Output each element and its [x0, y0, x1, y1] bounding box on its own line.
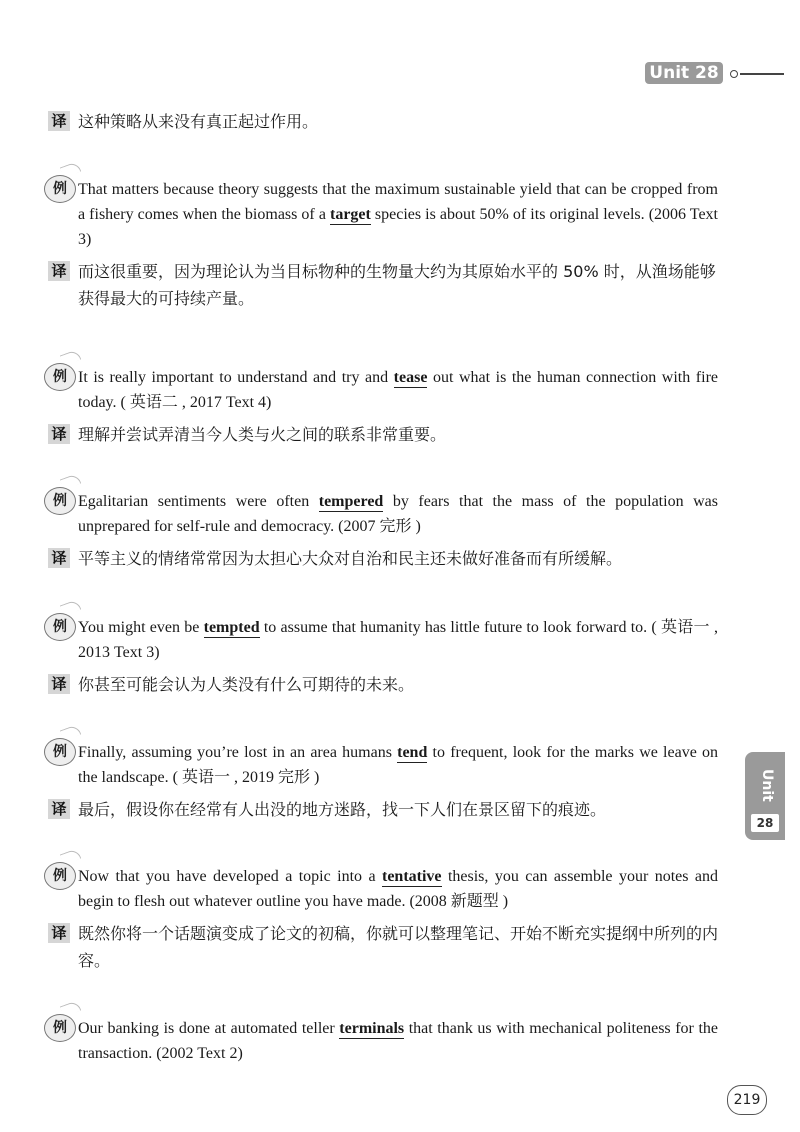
translation-text: 理解并尝试弄清当今人类与火之间的联系非常重要。 — [78, 425, 447, 444]
translation-row — [38, 258, 718, 312]
translation-badge: 译 — [48, 424, 70, 444]
example-sentence: That matters because theory suggests that the maximum sustainable yield that can be cropped from a fishery comes when the biomass of a target species is about 50% of its original levels. (2006 Text 3) — [78, 181, 718, 248]
header-line-dot — [730, 70, 738, 78]
example-row — [38, 365, 718, 415]
example-badge: 例 — [44, 175, 76, 203]
entry-6 — [38, 864, 718, 974]
entry-1 — [38, 177, 718, 312]
translation-row — [38, 920, 718, 974]
side-tab-number: 28 — [751, 814, 779, 832]
keyword: tentative — [381, 868, 442, 885]
translation-text: 平等主义的情绪常常因为太担心大众对自治和民主还未做好准备而有所缓解。 — [78, 549, 623, 568]
side-unit-tab — [745, 752, 785, 840]
example-row — [38, 864, 718, 914]
side-tab-word: Unit — [759, 768, 775, 802]
translation-text: 你甚至可能会认为人类没有什么可期待的未来。 — [78, 675, 415, 694]
translation-text: 最后，假设你在经常有人出没的地方迷路，找一下人们在景区留下的痕迹。 — [78, 800, 607, 819]
translation-badge: 译 — [48, 548, 70, 568]
header-line — [740, 73, 784, 75]
example-badge: 例 — [44, 363, 76, 391]
example-sentence: You might even be tempted to assume that humanity has little future to look forward to. ( 英语一 , 2013 Text 3) — [78, 619, 718, 661]
example-row — [38, 489, 718, 539]
example-sentence: It is really important to understand and try and tease out what is the human connection with fire today. ( 英语二 , 2017 Text 4) — [78, 369, 719, 411]
example-row — [38, 177, 718, 252]
keyword: tempered — [318, 493, 384, 510]
keyword: tease — [393, 369, 428, 386]
keyword: tend — [397, 744, 428, 761]
translation-badge: 译 — [48, 111, 70, 131]
example-row — [38, 1016, 718, 1066]
example-sentence: Egalitarian sentiments were often tempered by fears that the mass of the population was unprepared for self-rule and democracy. (2007 完形 ) — [78, 493, 718, 535]
translation-badge: 译 — [48, 674, 70, 694]
example-sentence: Finally, assuming you’re lost in an area humans tend to frequent, look for the marks we leave on the landscape. ( 英语一 , 2019 完形 ) — [78, 744, 719, 786]
keyword: tempted — [203, 619, 260, 636]
translation-text: 既然你将一个话题演变成了论文的初稿，你就可以整理笔记、开始不断充实提纲中所列的内容。 — [78, 924, 719, 970]
entry-7 — [38, 1016, 718, 1066]
entry-2 — [38, 365, 718, 448]
translation-row — [38, 421, 718, 448]
page-number: 219 — [727, 1085, 767, 1115]
example-row — [38, 615, 718, 665]
translation-row — [38, 108, 718, 135]
entry-4 — [38, 615, 718, 698]
translation-badge: 译 — [48, 799, 70, 819]
unit-tag: Unit 28 — [645, 62, 723, 84]
entry-0 — [38, 108, 718, 135]
translation-row — [38, 796, 718, 823]
example-badge: 例 — [44, 738, 76, 766]
translation-badge: 译 — [48, 923, 70, 943]
translation-badge: 译 — [48, 261, 70, 281]
translation-row — [38, 545, 718, 572]
entry-5 — [38, 740, 718, 823]
example-sentence: Our banking is done at automated teller terminals that thank us with mechanical politeness for the transaction. (2002 Text 2) — [78, 1020, 718, 1062]
keyword: terminals — [339, 1020, 405, 1037]
keyword: target — [329, 206, 371, 223]
example-badge: 例 — [44, 487, 76, 515]
example-sentence: Now that you have developed a topic into a tentative thesis, you can assemble your notes and begin to flesh out whatever outline you have made. (2008 新题型 ) — [78, 868, 719, 910]
example-badge: 例 — [44, 1014, 76, 1042]
example-badge: 例 — [44, 613, 76, 641]
translation-text: 而这很重要，因为理论认为当目标物种的生物量大约为其原始水平的 50% 时，从渔场能够获得最大的可持续产量。 — [78, 262, 716, 308]
example-badge: 例 — [44, 862, 76, 890]
entry-3 — [38, 489, 718, 572]
translation-row — [38, 671, 718, 698]
translation-text: 这种策略从来没有真正起过作用。 — [78, 112, 319, 131]
example-row — [38, 740, 718, 790]
